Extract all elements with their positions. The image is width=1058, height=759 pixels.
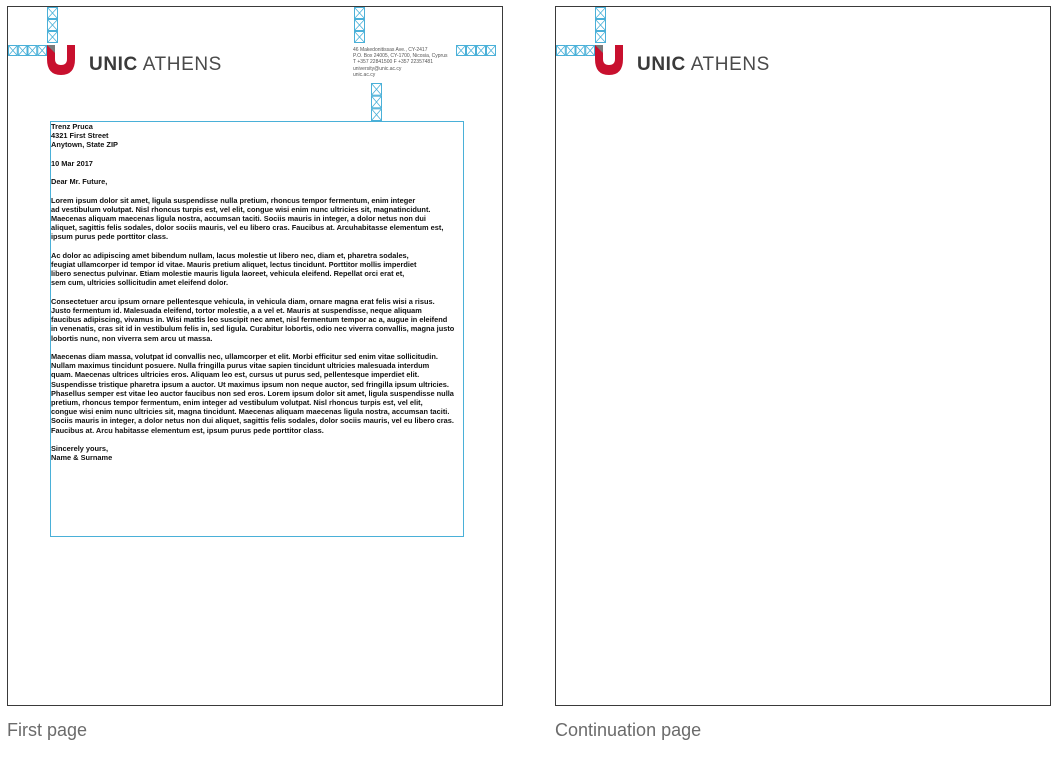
- recipient-name: Trenz Pruca: [51, 122, 93, 131]
- paragraph-line: lobortis nunc, non viverra sem arcu ut massa.: [51, 333, 213, 343]
- paragraph-line: sem cum, ultricies sollicitudin amet eleifend dolor.: [51, 278, 229, 288]
- brand-name-light: ATHENS: [690, 54, 770, 75]
- paragraph-line: Suspendisse tristique pharetra ipsum a auctor. Ut maximus ipsum non neque auctor, sed fringilla ipsum ultricies.: [51, 379, 449, 389]
- letter-text-frame: [50, 121, 464, 537]
- recipient-city: Anytown, State ZIP: [51, 140, 118, 150]
- paragraph-line: Sociis mauris in integer, a dolor netus non dui aliquet, sagittis felis sodales, dolor sociis mauris, vel eu libero cras.: [51, 416, 454, 426]
- letter-body: [51, 122, 471, 462]
- address-line: 46 Makedonitissas Ave., CY-2417: [353, 47, 428, 53]
- paragraph-line: ad vestibulum volutpat. Nisl rhoncus turpis est, vel elit, congue wisi enim nunc ultricies sit, magnatincidunt.: [51, 204, 431, 214]
- paragraph-line: libero senectus pulvinar. Etiam molestie mauris ligula laoreet, vehicula eleifend. Repellat orci erat et,: [51, 269, 405, 279]
- letter-date: 10 Mar 2017: [51, 158, 93, 168]
- clearance-marker-right-address: [456, 45, 496, 56]
- unic-shield-icon: [595, 45, 631, 75]
- paragraph-line: Maecenas diam massa, volutpat id convallis nec, ullamcorper et elit. Morbi efficitur sed enim vitae sollicitudin.: [51, 351, 438, 361]
- paragraph-line: faucibus adipiscing, vivamus in. Wisi mattis leo suscipit nec amet, nisl fermentum tempor ac a, augue in eleifend: [51, 315, 448, 325]
- paragraph-line: Nullam maximus tincidunt posuere. Nulla fringilla purus vitae sapien tincidunt ultricies malesuada interdum: [51, 361, 430, 371]
- signature: Name & Surname: [51, 453, 113, 463]
- clearance-marker-left-logo: [8, 45, 47, 56]
- brand-name-bold: UNIC: [637, 54, 686, 75]
- brand-wordmark: [637, 54, 770, 76]
- clearance-marker-bottom-address: [371, 83, 382, 121]
- address-line: P.O. Box 24005, CY-1700, Nicosia, Cyprus: [353, 53, 448, 60]
- brand-name-bold: UNIC: [89, 54, 138, 75]
- address-block: [353, 47, 448, 78]
- paragraph-line: aliquet, sagittis felis sodales, dolor sociis mauris, vel eu libero cras. Faucibus at. Arcuhabitasse elementum est,: [51, 223, 444, 233]
- clearance-marker-top-address: [354, 7, 365, 43]
- paragraph-line: congue wisi enim nunc ultricies sit, magna tincidunt. Maecenas aliquam maecenas ligula nostra, accumsan taciti.: [51, 407, 450, 417]
- paragraph-line: Phasellus semper est vitae leo auctor faucibus non sed eros. Lorem ipsum dolor sit amet, ligula suspendisse nulla: [51, 388, 454, 398]
- closing: Sincerely yours,: [51, 444, 109, 453]
- paragraph-line: ipsum purus pede porttitor class.: [51, 232, 169, 242]
- continuation-page: [555, 6, 1051, 706]
- paragraph-line: Ac dolor ac adipiscing amet bibendum nullam, lacus molestie ut libero nec, diam et, pharetra sodales,: [51, 250, 409, 260]
- brand-name-light: ATHENS: [142, 54, 222, 75]
- paragraph-line: in venenatis, cras sit id in vestibulum felis in, sed ligula. Curabitur lobortis, odio nec viverra convallis, magna justo: [51, 324, 455, 334]
- continuation-page-caption: Continuation page: [555, 720, 702, 740]
- clearance-marker-top-logo: [47, 7, 58, 43]
- paragraph-line: pretium, rhoncus tempor fermentum, enim integer ad vestibulum volutpat. Nisl rhoncus turpis est, vel elit,: [51, 398, 423, 407]
- first-page-caption: First page: [7, 720, 88, 740]
- salutation: Dear Mr. Future,: [51, 177, 108, 187]
- clearance-marker-top-logo: [595, 7, 606, 43]
- first-page: [7, 6, 503, 706]
- address-line: unic.ac.cy: [353, 71, 376, 78]
- paragraph-line: Faucibus at. Arcu habitasse elementum est, ipsum purus pede porttitor class.: [51, 425, 324, 435]
- paragraph-line: Consectetuer arcu ipsum ornare pellentesque vehicula, in vehicula diam, ornare magna erat felis wisi a risus.: [51, 296, 435, 306]
- paragraph-line: Maecenas aliquam maecenas ligula nostra, accumsan taciti. Sociis mauris in integer, a dolor netus non dui: [51, 213, 426, 223]
- unic-shield-icon: [47, 45, 83, 75]
- recipient-street: 4321 First Street: [51, 131, 109, 141]
- letter-paragraphs: [51, 196, 471, 435]
- paragraph-line: Justo fermentum id. Malesuada eleifend, tortor molestie, a a vel et. Mauris at suspendisse, neque aliquam: [51, 305, 422, 315]
- address-line: T +357 22841500 F +357 22357481: [353, 59, 433, 66]
- paragraph-line: Lorem ipsum dolor sit amet, ligula suspendisse nulla pretium, rhoncus tempor fermentum, enim integer: [51, 195, 416, 205]
- paragraph-line: quam. Maecenas ultrices ultricies eros. Aliquam leo est, cursus ut purus sed, pellentesque imperdiet elit.: [51, 370, 420, 380]
- paragraph-line: feugiat ullamcorper id tempor id vitae. Mauris pretium aliquet, lectus tincidunt. Porttitor mollis imperdiet: [51, 259, 417, 269]
- address-line: university@unic.ac.cy: [353, 65, 402, 72]
- clearance-marker-left-logo: [556, 45, 595, 56]
- brand-wordmark: [89, 54, 222, 76]
